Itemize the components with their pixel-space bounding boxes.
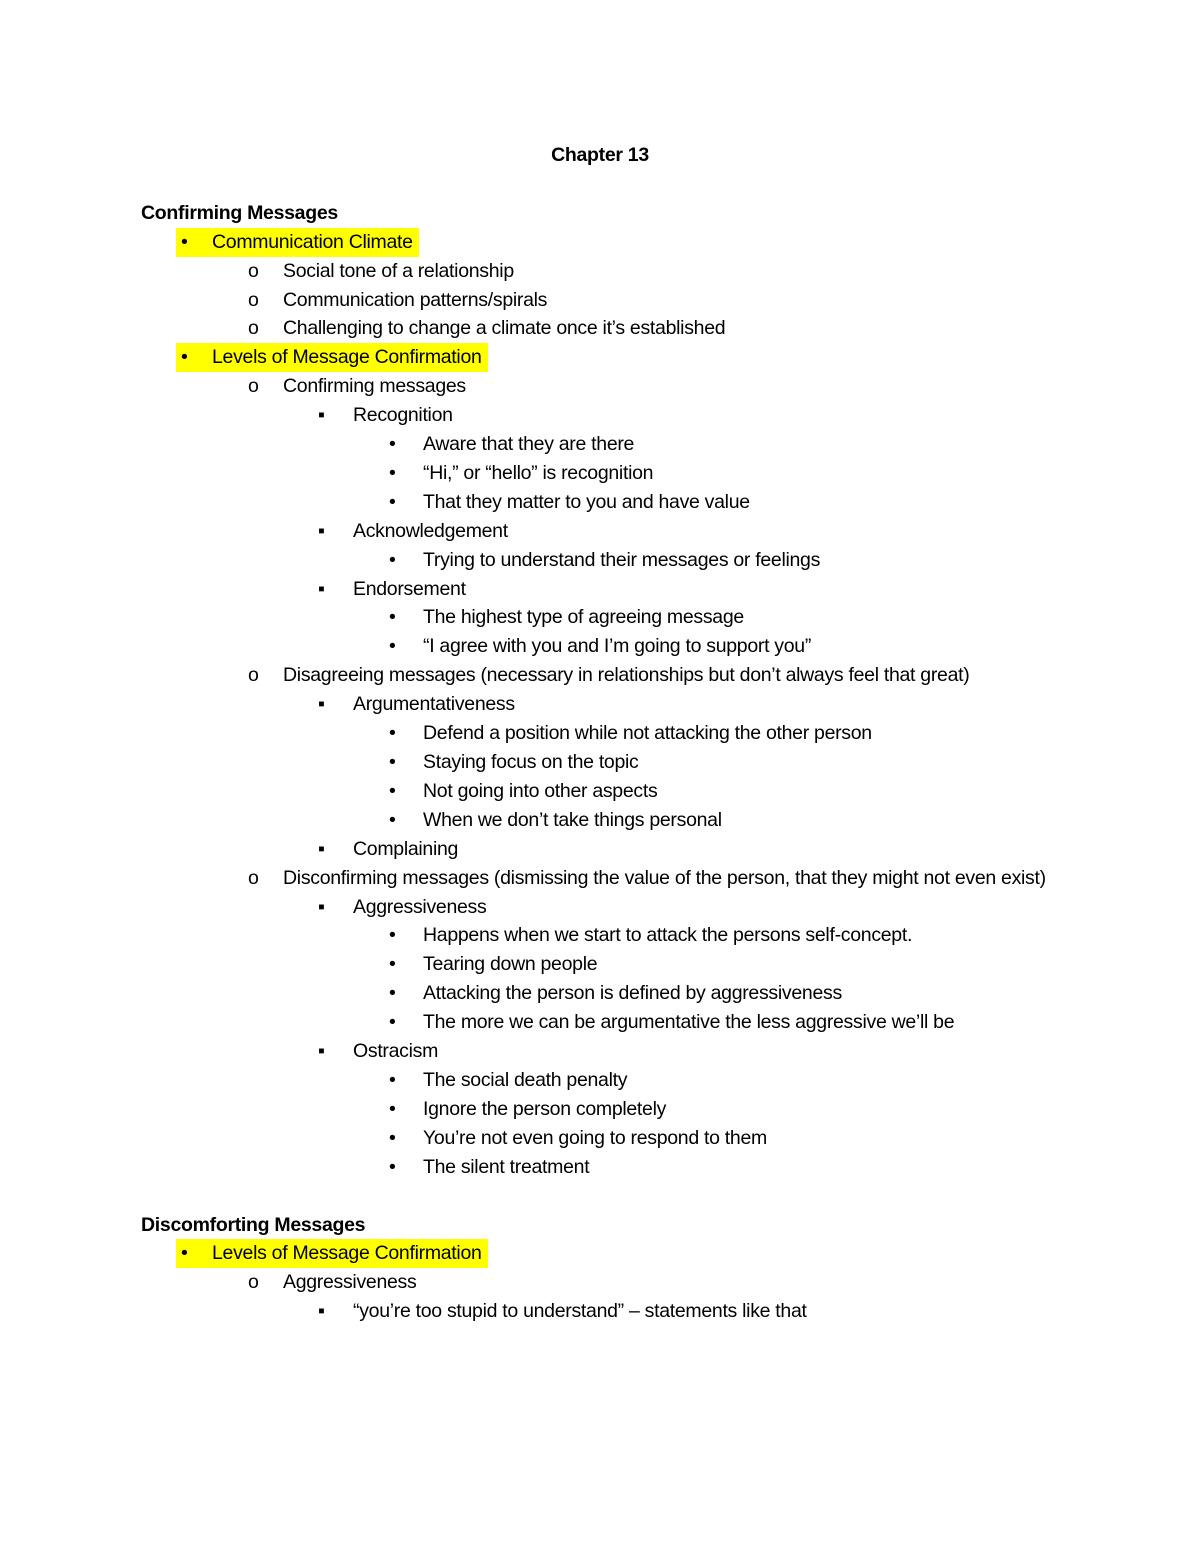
list-item-text: Attacking the person is defined by aggressiveness xyxy=(423,982,842,1005)
list-item xyxy=(0,864,1200,1182)
list-item-text: Argumentativeness xyxy=(353,693,515,716)
list-item-row xyxy=(0,1095,1200,1124)
list-item-text: That they matter to you and have value xyxy=(423,490,750,513)
hollow-circle-bullet-icon: o xyxy=(248,375,259,398)
list-item xyxy=(0,228,1200,344)
list-item xyxy=(0,286,1200,315)
outline-list-level-1 xyxy=(0,1239,1200,1326)
list-item-text: The highest type of agreeing message xyxy=(423,606,744,629)
hollow-circle-bullet-icon: o xyxy=(248,317,259,340)
list-item-row xyxy=(0,343,1200,372)
list-item xyxy=(0,1095,1200,1124)
list-item-text: “I agree with you and I’m going to support you” xyxy=(423,635,812,658)
list-item xyxy=(0,661,1200,863)
page-title: Chapter 13 xyxy=(551,144,649,166)
list-item-row xyxy=(0,1239,1200,1268)
list-item xyxy=(0,1153,1200,1182)
square-bullet-icon: ▪ xyxy=(318,1300,325,1323)
list-item-row xyxy=(0,921,1200,950)
list-item-row xyxy=(0,1124,1200,1153)
list-item-row xyxy=(0,286,1200,315)
list-item xyxy=(0,1268,1200,1326)
bullet-icon: • xyxy=(389,779,396,802)
list-item-row xyxy=(0,748,1200,777)
list-item-text: Acknowledgement xyxy=(353,519,508,542)
section-heading: Confirming Messages xyxy=(141,201,338,224)
bullet-icon: • xyxy=(389,548,396,571)
outline-list-level-4 xyxy=(0,719,1200,835)
list-item-text: When we don’t take things personal xyxy=(423,808,722,831)
outline-list-level-4 xyxy=(0,1066,1200,1182)
bullet-icon: • xyxy=(389,982,396,1005)
list-item xyxy=(0,575,1200,662)
list-item xyxy=(0,921,1200,950)
list-item-text: Trying to understand their messages or feelings xyxy=(423,548,821,571)
outline-list-level-3 xyxy=(0,401,1200,661)
hollow-circle-bullet-icon: o xyxy=(248,259,259,282)
list-item-text: Challenging to change a climate once it’s established xyxy=(283,317,726,340)
blank-line xyxy=(0,1182,1200,1211)
list-item-row xyxy=(0,1268,1200,1297)
square-bullet-icon: ▪ xyxy=(318,895,325,918)
list-item-text: Ignore the person completely xyxy=(423,1097,667,1120)
bullet-icon: • xyxy=(389,1011,396,1034)
outline-list-level-4 xyxy=(0,921,1200,1037)
bullet-icon: • xyxy=(389,433,396,456)
list-item xyxy=(0,488,1200,517)
list-item xyxy=(0,893,1200,1038)
list-item xyxy=(0,430,1200,459)
list-item-text: The social death penalty xyxy=(423,1068,628,1091)
list-item-row xyxy=(0,1297,1200,1326)
bullet-icon: • xyxy=(389,490,396,513)
list-item xyxy=(0,1066,1200,1095)
list-item-text: Aware that they are there xyxy=(423,433,635,456)
list-item xyxy=(0,777,1200,806)
list-item xyxy=(0,372,1200,661)
list-item xyxy=(0,835,1200,864)
document-page xyxy=(0,141,1200,1326)
bullet-icon: • xyxy=(389,635,396,658)
bullet-icon: • xyxy=(389,808,396,831)
bullet-icon: • xyxy=(176,343,212,372)
list-item-text: Social tone of a relationship xyxy=(283,259,514,282)
list-item xyxy=(0,257,1200,286)
square-bullet-icon: ▪ xyxy=(318,404,325,427)
list-item xyxy=(0,979,1200,1008)
list-item-row xyxy=(0,1008,1200,1037)
list-item xyxy=(0,950,1200,979)
list-item-text: Happens when we start to attack the persons self-concept. xyxy=(423,924,913,947)
square-bullet-icon: ▪ xyxy=(318,837,325,860)
list-item xyxy=(0,1297,1200,1326)
bullet-icon: • xyxy=(389,1068,396,1091)
bullet-icon: • xyxy=(389,1097,396,1120)
list-item-row xyxy=(0,979,1200,1008)
list-item-text: Aggressiveness xyxy=(353,895,487,918)
list-item-row xyxy=(0,719,1200,748)
list-item-row xyxy=(0,257,1200,286)
list-item-text: The silent treatment xyxy=(423,1155,590,1178)
list-item-text: Aggressiveness xyxy=(283,1271,417,1294)
list-item-text: You’re not even going to respond to them xyxy=(423,1126,767,1149)
list-item xyxy=(0,748,1200,777)
list-item-row xyxy=(0,517,1200,546)
list-item xyxy=(0,546,1200,575)
bullet-icon: • xyxy=(176,228,212,257)
list-item xyxy=(0,806,1200,835)
list-item-row xyxy=(0,806,1200,835)
bullet-icon: • xyxy=(389,606,396,629)
list-item-row xyxy=(0,1153,1200,1182)
list-item-row xyxy=(0,603,1200,632)
outline-list-level-4 xyxy=(0,603,1200,661)
list-item-text: Not going into other aspects xyxy=(423,779,658,802)
outline-list-level-4 xyxy=(0,430,1200,517)
list-item-row xyxy=(0,488,1200,517)
list-item xyxy=(0,603,1200,632)
bullet-icon: • xyxy=(176,1239,212,1268)
list-item-row xyxy=(0,777,1200,806)
section-heading: Discomforting Messages xyxy=(141,1213,366,1236)
list-item-text: The more we can be argumentative the less aggressive we’ll be xyxy=(423,1011,955,1034)
list-item-text: Communication patterns/spirals xyxy=(283,288,548,311)
list-item xyxy=(0,517,1200,575)
list-item-row xyxy=(0,228,1200,257)
bullet-icon: • xyxy=(389,953,396,976)
list-item-text: Disconfirming messages (dismissing the value of the person, that they might not even exist) xyxy=(283,866,1046,889)
list-item-text: Staying focus on the topic xyxy=(423,751,639,774)
list-item-text: Levels of Message Confirmation xyxy=(212,343,488,372)
list-item-text: “Hi,” or “hello” is recognition xyxy=(423,461,654,484)
list-item-row xyxy=(0,632,1200,661)
list-item-text: Defend a position while not attacking the other person xyxy=(423,722,872,745)
list-item-row xyxy=(0,1066,1200,1095)
list-item xyxy=(0,1037,1200,1182)
hollow-circle-bullet-icon: o xyxy=(248,664,259,687)
outline-list-level-4 xyxy=(0,546,1200,575)
list-item-row xyxy=(0,690,1200,719)
list-item xyxy=(0,401,1200,517)
document-body xyxy=(0,199,1200,1326)
outline-list-level-2 xyxy=(0,372,1200,1181)
square-bullet-icon: ▪ xyxy=(318,1040,325,1063)
bullet-icon: • xyxy=(389,722,396,745)
list-item xyxy=(0,314,1200,343)
list-item-row xyxy=(0,835,1200,864)
square-bullet-icon: ▪ xyxy=(318,577,325,600)
list-item-row xyxy=(0,430,1200,459)
list-item-row xyxy=(0,459,1200,488)
list-item-row xyxy=(0,546,1200,575)
list-item-text: Recognition xyxy=(353,404,453,427)
outline-list-level-3 xyxy=(0,690,1200,863)
list-item xyxy=(0,1008,1200,1037)
list-item-text: Tearing down people xyxy=(423,953,598,976)
list-item-text: Ostracism xyxy=(353,1040,439,1063)
bullet-icon: • xyxy=(389,1126,396,1149)
bullet-icon: • xyxy=(389,461,396,484)
list-item-row xyxy=(0,314,1200,343)
hollow-circle-bullet-icon: o xyxy=(248,1271,259,1294)
list-item xyxy=(0,459,1200,488)
list-item-text: Communication Climate xyxy=(212,228,419,257)
bullet-icon: • xyxy=(389,751,396,774)
list-item-row xyxy=(0,372,1200,401)
list-item-text: Complaining xyxy=(353,837,459,860)
list-item-row xyxy=(0,575,1200,604)
list-item xyxy=(0,1239,1200,1326)
hollow-circle-bullet-icon: o xyxy=(248,866,259,889)
list-item-text: Disagreeing messages (necessary in relationships but don’t always feel that great) xyxy=(283,664,970,687)
list-item-row xyxy=(0,950,1200,979)
list-item-row xyxy=(0,1037,1200,1066)
list-item-row xyxy=(0,893,1200,922)
square-bullet-icon: ▪ xyxy=(318,693,325,716)
list-item xyxy=(0,1124,1200,1153)
list-item-text: Confirming messages xyxy=(283,375,466,398)
outline-list-level-3 xyxy=(0,1297,1200,1326)
outline-list-level-2 xyxy=(0,257,1200,344)
list-item xyxy=(0,632,1200,661)
list-item-text: “you’re too stupid to understand” – statements like that xyxy=(353,1300,807,1323)
list-item-text: Levels of Message Confirmation xyxy=(212,1239,488,1268)
list-item-text: Endorsement xyxy=(353,577,466,600)
list-item-row xyxy=(0,864,1200,893)
outline-list-level-2 xyxy=(0,1268,1200,1326)
list-item xyxy=(0,343,1200,1181)
square-bullet-icon: ▪ xyxy=(318,519,325,542)
outline-list-level-3 xyxy=(0,893,1200,1182)
bullet-icon: • xyxy=(389,1155,396,1178)
list-item xyxy=(0,719,1200,748)
list-item-row xyxy=(0,661,1200,690)
list-item xyxy=(0,690,1200,835)
hollow-circle-bullet-icon: o xyxy=(248,288,259,311)
list-item-row xyxy=(0,401,1200,430)
bullet-icon: • xyxy=(389,924,396,947)
outline-list-level-1 xyxy=(0,228,1200,1182)
